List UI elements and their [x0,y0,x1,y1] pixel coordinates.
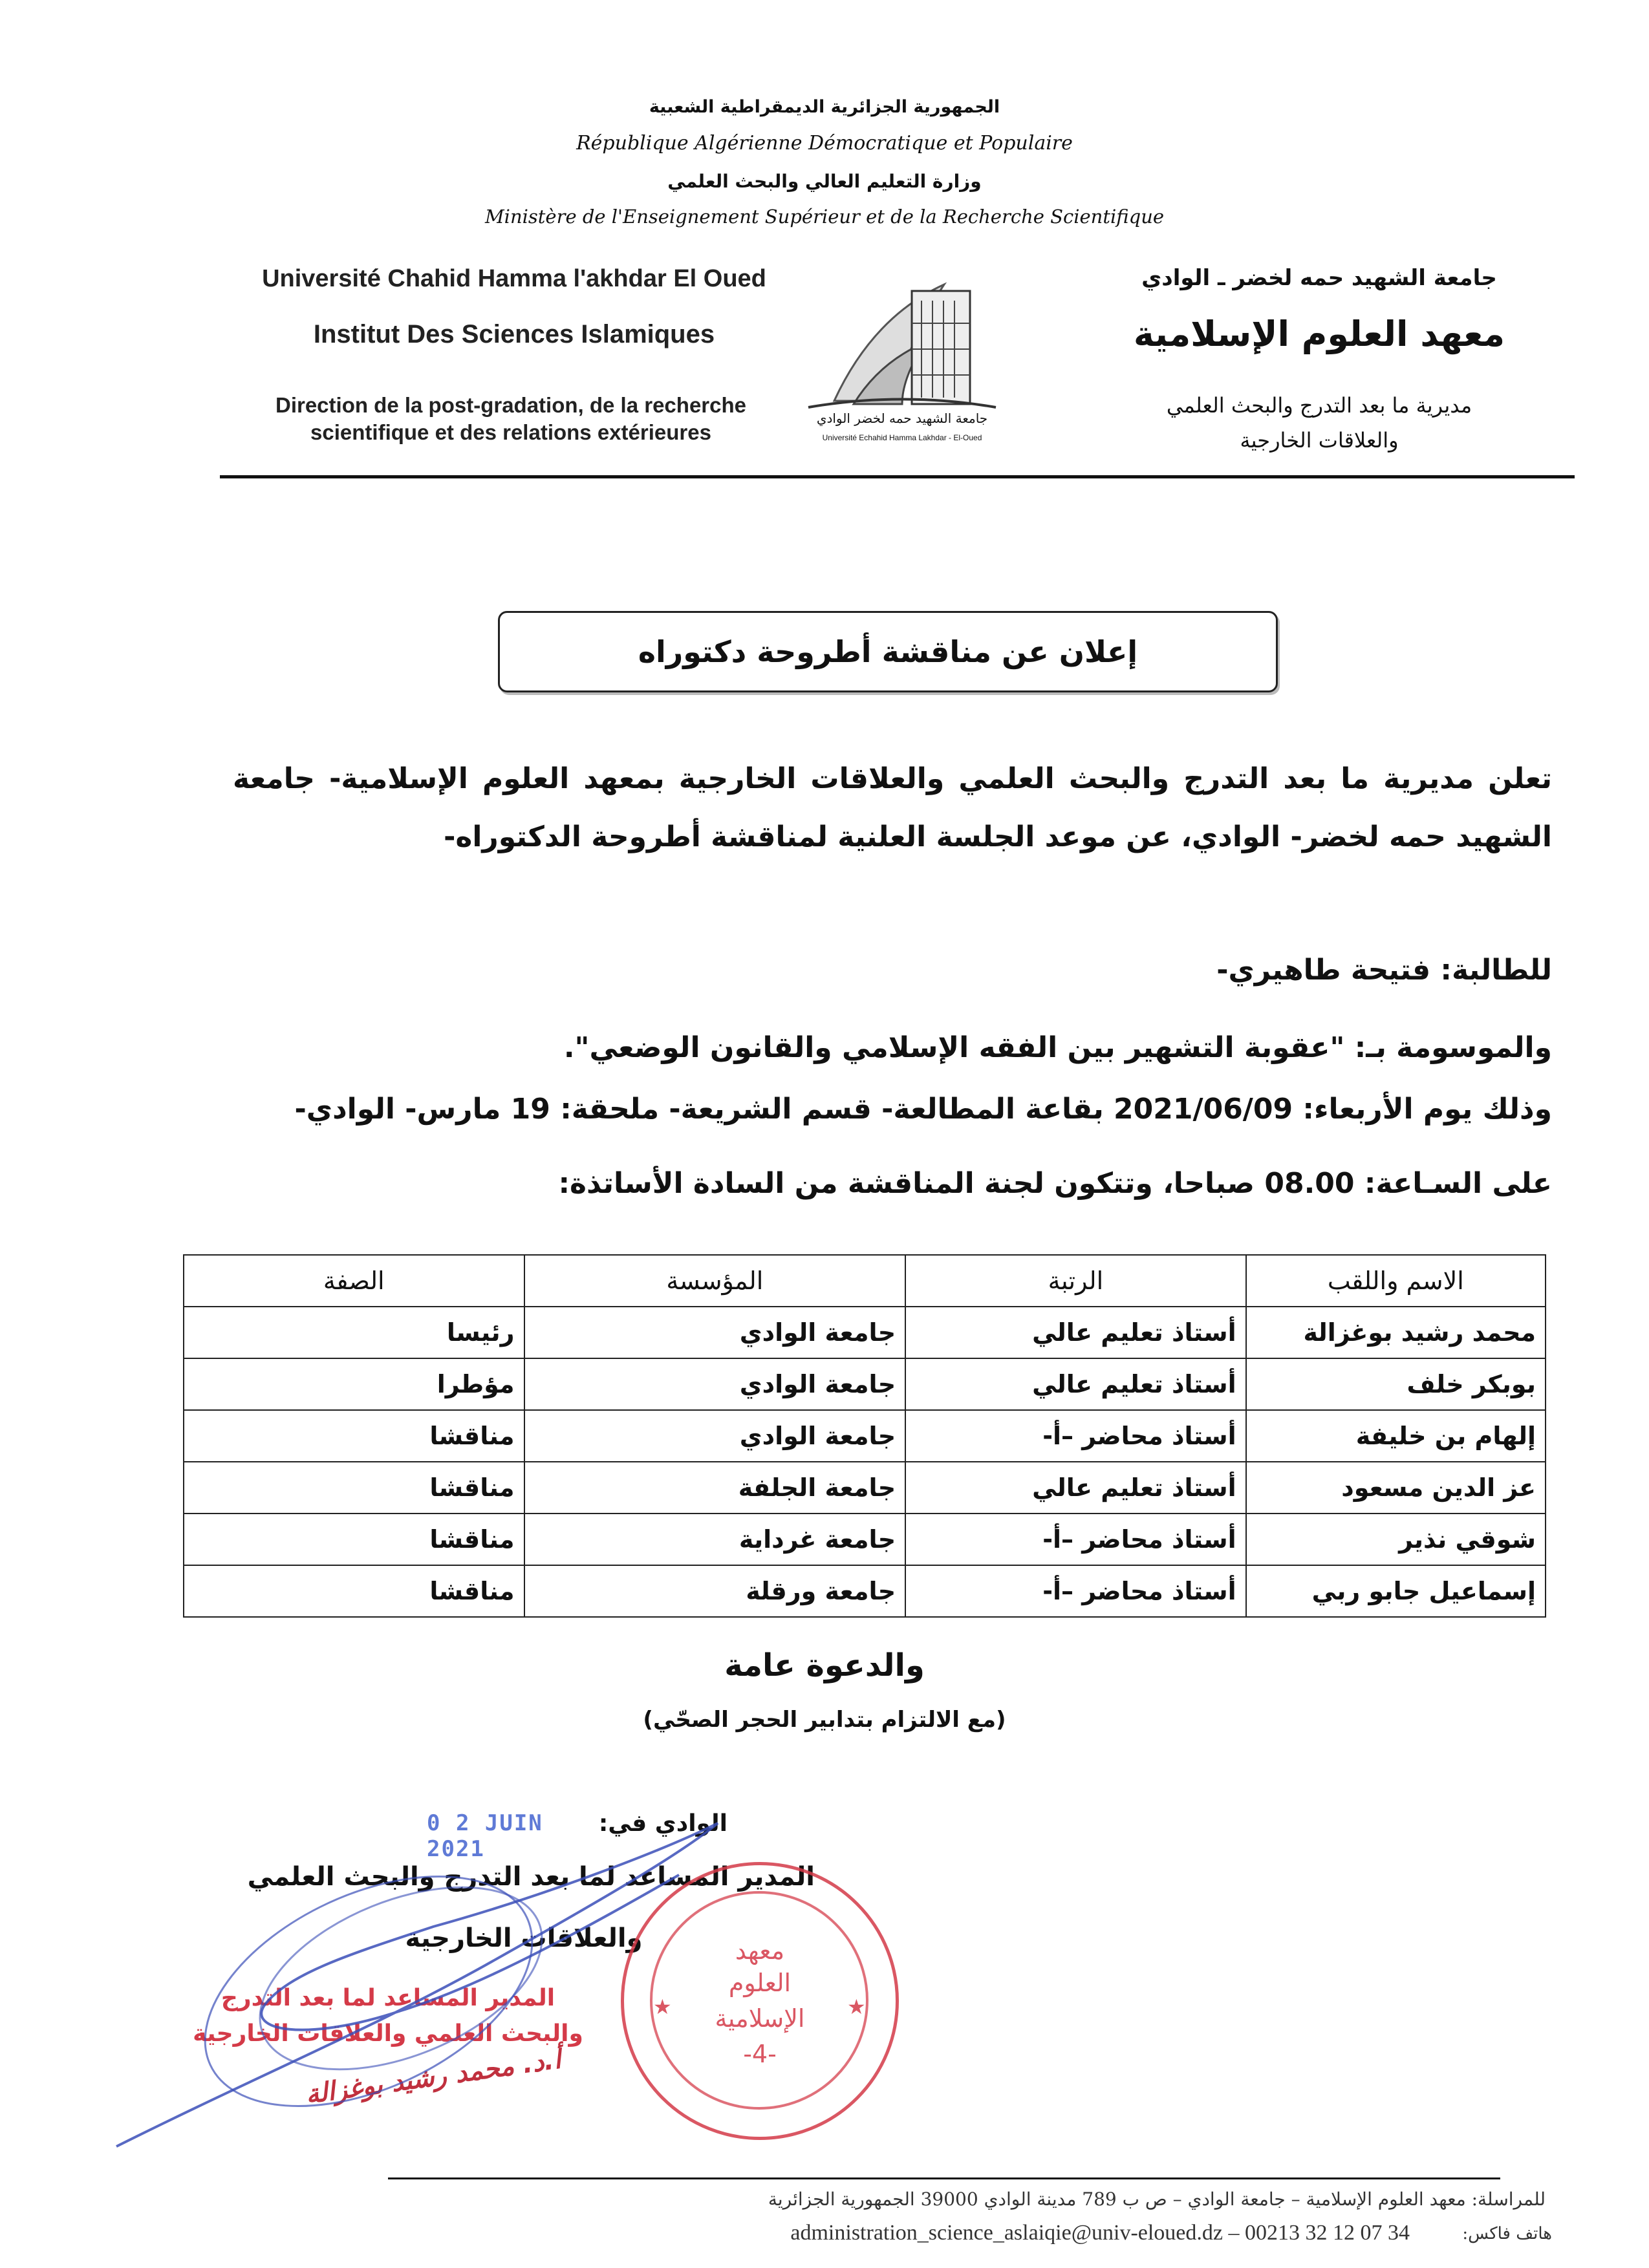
direction-fr-line2: scientifique et des relations extérieures [310,420,711,444]
header-rule [220,475,1575,478]
direction-ar-line2: والعلاقات الخارجية [1240,428,1399,453]
direction-ar-line1: مديرية ما بعد التدرج والبحث العلمي [1166,393,1472,418]
logo-caption-fr: Université Echahid Hamma Lakhdar - El-Oued [822,433,982,442]
institute-name-fr: Institut Des Sciences Islamiques [313,320,715,348]
member-institution: جامعة الوادي [524,1410,906,1462]
member-role: مناقشا [184,1565,524,1617]
column-header-name: الاسم واللقب [1246,1255,1546,1307]
date-line: وذلك يوم الأربعاء: 2021/06/09 بقاعة المطالعة- قسم الشريعة- ملحقة: 19 مارس- الوادي- [294,1093,1552,1126]
member-rank: أستاذ محاضر –أ- [905,1565,1246,1617]
table-row [184,1565,1546,1617]
signature-name: أ.د. محمد رشيد بوغزالة [303,2044,563,2110]
footer-rule [388,2177,1500,2179]
republic-ar: الجمهورية الجزائرية الديمقراطية الشعبية [649,97,1000,117]
signatory-line2: والعلاقات الخارجية [405,1923,643,1953]
invitation-text: والدعوة عامة [724,1647,925,1684]
red-stamp-line2: والبحث العلمي والعلاقات الخارجية [193,2020,583,2047]
member-name: إلهام بن خليفة [1246,1410,1546,1462]
member-rank: أستاذ تعليم عالي [905,1307,1246,1358]
member-role: مؤطرا [184,1358,524,1410]
member-institution: جامعة غرداية [524,1514,906,1565]
seal-line2: العلوم [728,1969,792,1997]
member-name: عز الدين مسعود [1246,1462,1546,1514]
member-name: إسماعيل جابو ربي [1246,1565,1546,1617]
ministry-fr: Ministère de l'Enseignement Supérieur et de la Recherche Scientifique [484,206,1165,228]
thesis-line: والموسومة بـ: "عقوبة التشهير بين الفقه الإسلامي والقانون الوضعي". [563,1031,1552,1064]
member-role: مناقشا [184,1462,524,1514]
institute-seal [621,1862,899,2140]
seal-line1: معهد [735,1936,785,1965]
member-rank: أستاذ محاضر –أ- [905,1514,1246,1565]
member-institution: جامعة الوادي [524,1358,906,1410]
seal-line3: الإسلامية [715,2004,805,2033]
table-row [184,1358,1546,1410]
university-name-fr: Université Chahid Hamma l'akhdar El Oued [262,265,766,292]
university-name-ar: جامعة الشهيد حمه لخضر ـ الوادي [1141,265,1497,291]
committee-table [183,1254,1546,1618]
seal-star-left-icon: ★ [653,1995,672,2019]
table-header-row [184,1255,1546,1307]
table-row [184,1307,1546,1358]
date-stamp: 0 2 JUIN 2021 [427,1810,543,1862]
intro-paragraph: تعلن مديرية ما بعد التدرج والبحث العلمي والعلاقات الخارجية بمعهد العلوم الإسلامية- جامعة الشهيد حمه لخضر- الوادي، عن موعد الجلسة العلنية لمناقشة أطروحة الدكتوراه- [233,762,1552,853]
announcement-title: إعلان عن مناقشة أطروحة دكتوراه [638,634,1138,669]
member-institution: جامعة ورقلة [524,1565,906,1617]
time-line: على السـاعة: 08.00 صباحا، وتتكون لجنة المناقشة من السادة الأساتذة: [558,1167,1552,1200]
column-header-rank: الرتبة [905,1255,1246,1307]
announcement-title-box [498,611,1278,692]
member-institution: جامعة الوادي [524,1307,906,1358]
footer-contact: administration_science_aslaiqie@univ-eloued.dz – 00213 32 12 07 34 [790,2221,1410,2245]
direction-fr-line1: Direction de la post-gradation, de la recherche [275,393,746,417]
member-name: محمد رشيد بوغزالة [1246,1307,1546,1358]
footer-address: للمراسلة: معهد العلوم الإسلامية – جامعة الوادي – ص ب 789 مدينة الوادي 39000 الجمهورية الجزائرية [768,2188,1546,2210]
column-header-role: الصفة [184,1255,524,1307]
seal-inner-ring [650,1891,868,2110]
footer-phone-label: هاتف فاكس: [1462,2224,1552,2243]
health-note: (مع الالتزام بتدابير الحجر الصحّي) [643,1707,1006,1733]
seal-star-right-icon: ★ [847,1995,866,2019]
column-header-institution: المؤسسة [524,1255,906,1307]
member-name: شوقي نذير [1246,1514,1546,1565]
member-rank: أستاذ تعليم عالي [905,1358,1246,1410]
table-row [184,1462,1546,1514]
red-stamp-line1: المدير المساعد لما بعد التدرج [221,1985,555,2011]
student-line: للطالبة: فتيحة طاهيري- [1216,954,1552,987]
member-rank: أستاذ محاضر –أ- [905,1410,1246,1462]
signatory-line1: المدير المساعد لما بعد التدرج والبحث العلمي [247,1862,815,1892]
member-institution: جامعة الجلفة [524,1462,906,1514]
member-name: بوبكر خلف [1246,1358,1546,1410]
university-logo [795,265,1009,459]
republic-fr: République Algérienne Démocratique et Populaire [576,132,1073,155]
institute-name-ar: معهد العلوم الإسلامية [1133,314,1505,354]
seal-line4: -4- [743,2040,777,2068]
member-role: مناقشا [184,1514,524,1565]
member-rank: أستاذ تعليم عالي [905,1462,1246,1514]
member-role: مناقشا [184,1410,524,1462]
member-role: رئيسا [184,1307,524,1358]
place-label: الوادي في: [598,1810,727,1837]
table-row [184,1514,1546,1565]
ministry-ar: وزارة التعليم العالي والبحث العلمي [667,171,982,192]
logo-caption-ar: جامعة الشهيد حمه لخضر الوادي [816,411,988,426]
table-row [184,1410,1546,1462]
